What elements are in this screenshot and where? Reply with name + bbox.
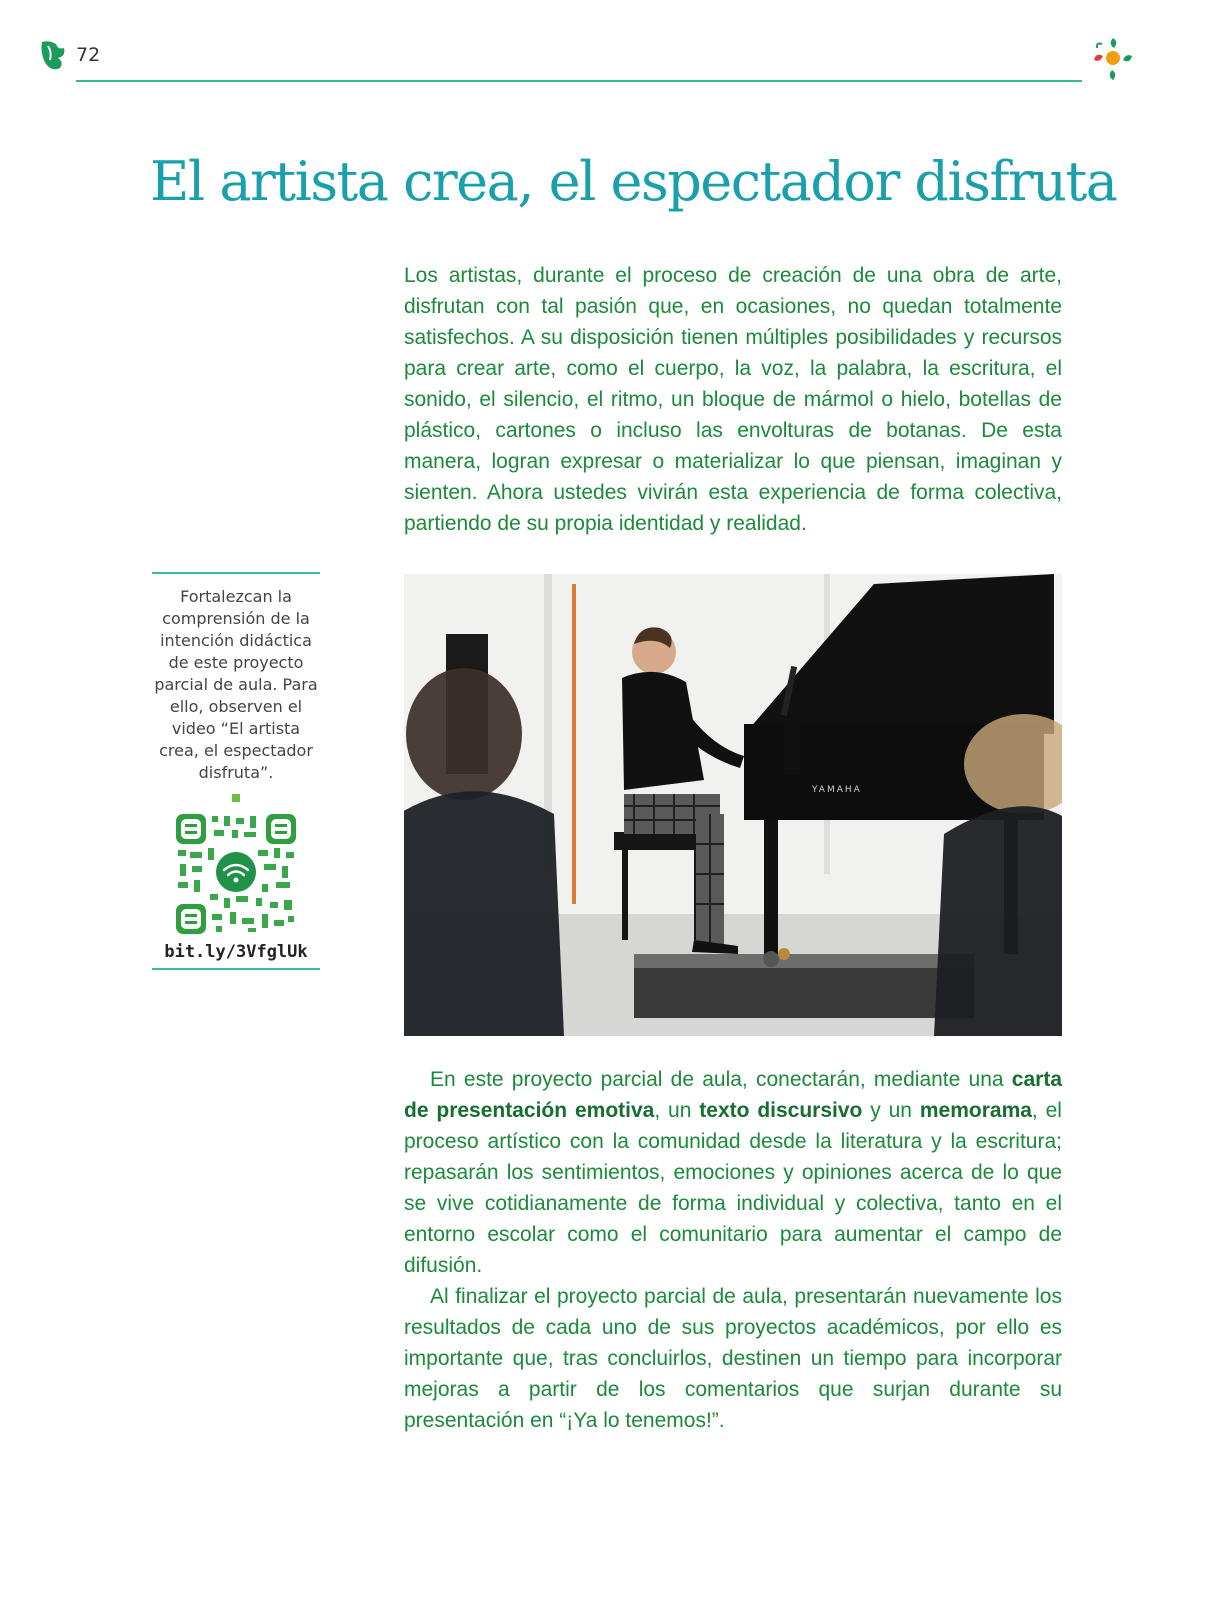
qr-code-icon[interactable] [176,814,296,934]
flower-icon [1088,34,1138,86]
sidebar-text: Fortalezcan la comprensión de la intención didáctica de este proyecto parcial de aula. Para ello, observen el video “El artista crea, el espectador disfruta”. [154,587,318,782]
pianist-photo [404,574,1062,1036]
term-carta: carta de presentación emotiva [404,1068,1062,1122]
sidebar-bullet [232,794,240,802]
closing-paragraph-1 [404,1064,1062,1281]
closing-p1-text-c: , un [654,1099,700,1122]
sidebar-top-rule [152,572,320,574]
header-rule [76,80,1082,82]
intro-paragraph: Los artistas, durante el proceso de creación de una obra de arte, disfrutan con tal pasión que, en ocasiones, no quedan totalmente satisfechos. A su disposición tienen múltiples posibilidades y recursos para crear arte, como el cuerpo, la voz, la palabra, la escritura, el sonido, el silencio, el ritmo, un bloque de mármol o hielo, botellas de plástico, cartones o incluso las envolturas de botanas. De esta manera, logran expresar o materializar lo que piensan, imaginan y sienten. Ahora ustedes vivirán esta experiencia de forma colectiva, partiendo de su propia identidad y realidad. [404,264,1062,535]
closing-p1-text-g: , el proceso artístico con la comunidad desde la literatura y la escritura; repasarán los sentimientos, emociones y opiniones acerca de lo que se vive cotidianamente de forma individual y colectiva, tanto en el entorno escolar como el comunitario para aumentar el campo de difusión. [404,1099,1062,1277]
svg-text:YAMAHA: YAMAHA [812,785,862,795]
closing-p1-text-e: y un [862,1099,920,1122]
closing-p1-text-a: En este proyecto parcial de aula, conectarán, mediante una [430,1068,1012,1091]
closing-text [404,1064,1062,1436]
header-logo-icon [38,38,68,72]
closing-paragraph-2: Al finalizar el proyecto parcial de aula, presentarán nuevamente los resultados de cada uno de sus proyectos académicos, por ello es importante que, tras concluirlos, destinen un tiempo para incorporar mejoras a partir de los comentarios que surjan durante su presentación en “¡Ya lo tenemos!”. [404,1285,1062,1432]
term-texto-discursivo: texto discursivo [699,1099,863,1122]
page-number: 72 [76,44,101,66]
sidebar-bottom-rule [152,968,320,970]
video-short-url[interactable]: bit.ly/3VfglUk [164,942,308,962]
term-memorama: memorama [919,1099,1032,1122]
sidebar-note [152,572,320,970]
page-title: El artista crea, el espectador disfruta [150,150,1117,213]
